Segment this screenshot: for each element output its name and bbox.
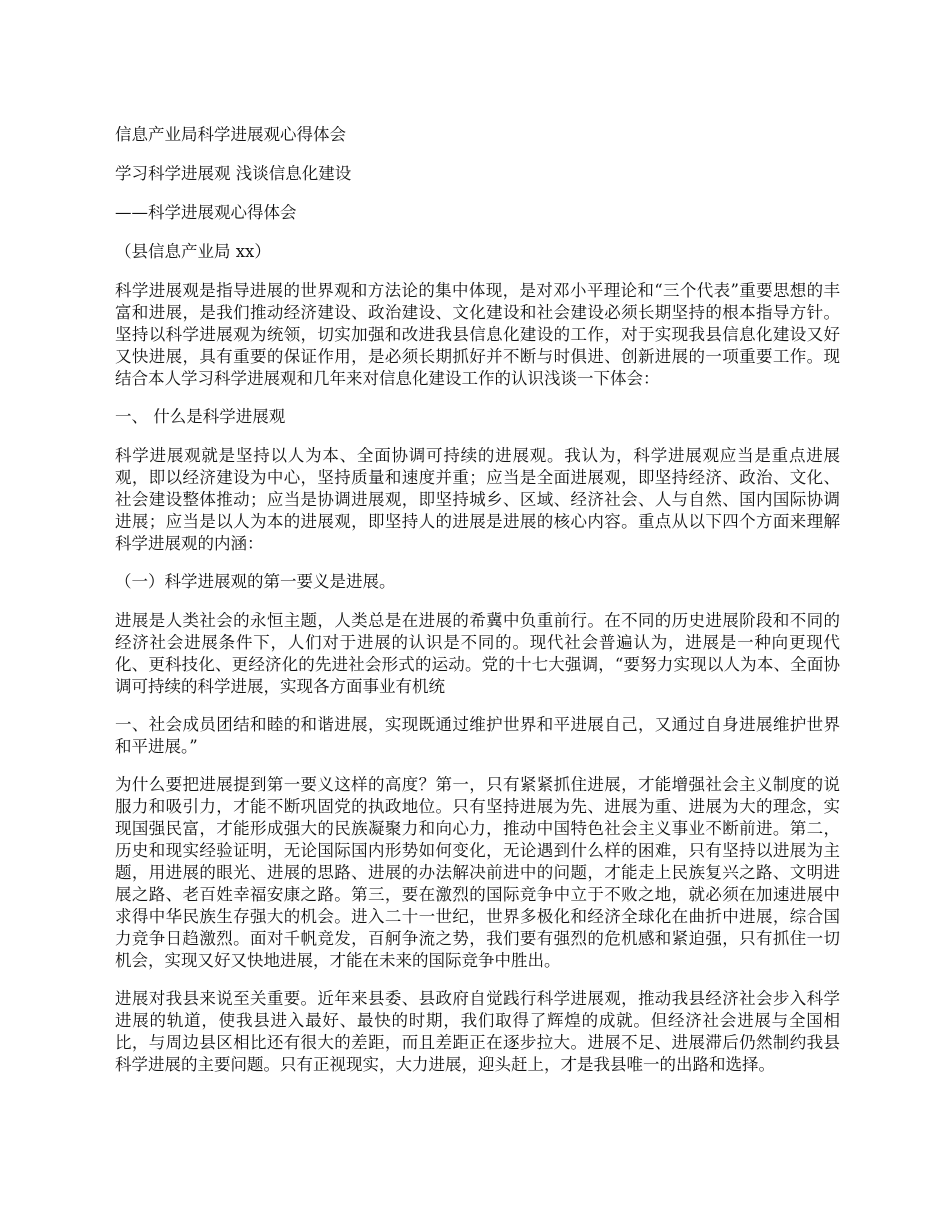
paragraph-development-theme: 进展是人类社会的永恒主题，人类总是在进展的希冀中负重前行。在不同的历史进展阶段和不同的经济社会进展条件下，人们对于进展的认识是不同的。现代社会普遍认为，进展是一种向更现代化、更科技化、更经济化的先进社会形式的运动。党的十七大强调，“要努力实现以人为本、全面协调可持续的科学进展，实现各方面事业有机统 (115, 611, 840, 696)
paragraph-development-continued: 一、社会成员团结和睦的和谐进展，实现既通过维护世界和平进展自己，又通过自身进展维护世界和平进展。” (115, 715, 840, 756)
paragraph-intro: 科学进展观是指导进展的世界观和方法论的集中体现，是对邓小平理论和“三个代表”重要思想的丰富和进展，是我们推动经济建设、政治建设、文化建设和社会建设必须长期坚持的根本指导方针。坚持以科学进展观为统领，切实加强和改进我县信息化建设的工作，对于实现我县信息化建设又好又快进展，具有重要的保证作用，是必须长期抓好并不断与时俱进、创新进展的一项重要工作。现结合本人学习科学进展观和几年来对信息化建设工作的认识浅谈一下体会： (115, 281, 840, 388)
section-heading-1: 一、 什么是科学进展观 (115, 407, 286, 426)
document-subtitle-secondary: ——科学进展观心得体会 (115, 203, 297, 222)
paragraph-definition: 科学进展观就是坚持以人为本、全面协调可持续的进展观。我认为，科学进展观应当是重点进展观，即以经济建设为中心，坚持质量和速度并重；应当是全面进展观，即坚持经济、政治、文化、社会建设整体推动；应当是协调进展观，即坚持城乡、区域、经济社会、人与自然、国内国际协调进展；应当是以人为本的进展观，即坚持人的进展是进展的核心内容。重点从以下四个方面来理解科学进展观的内涵： (115, 446, 840, 553)
document-title: 信息产业局科学进展观心得体会 (115, 125, 346, 144)
subsection-heading-1: （一）科学进展观的第一要义是进展。 (115, 572, 396, 591)
paragraph-county-development: 进展对我县来说至关重要。近年来县委、县政府自觉践行科学进展观，推动我县经济社会步入科学进展的轨道，使我县进入最好、最快的时期，我们取得了辉煌的成就。但经济社会进展与全国相比，与周边县区相比还有很大的差距，而且差距正在逐步拉大。进展不足、进展滞后仍然制约我县科学进展的主要问题。只有正视现实，大力进展，迎头赶上，才是我县唯一的出路和选择。 (115, 989, 840, 1074)
document-page (115, 124, 840, 1092)
document-author: （县信息产业局 xx） (115, 242, 271, 261)
paragraph-why-development: 为什么要把进展提到第一要义这样的高度？第一，只有紧紧抓住进展，才能增强社会主义制度的说服力和吸引力，才能不断巩固党的执政地位。只有坚持进展为先、进展为重、进展为大的理念，实现国强民富，才能形成强大的民族凝聚力和向心力，推动中国特色社会主义事业不断前进。第二，历史和现实经验证明，无论国际国内形势如何变化，无论遇到什么样的困难，只有坚持以进展为主题，用进展的眼光、进展的思路、进展的办法解决前进中的问题，才能走上民族复兴之路、文明进展之路、老百姓幸福安康之路。第三，要在激烈的国际竞争中立于不败之地，就必须在加速进展中求得中华民族生存强大的机会。进入二十一世纪，世界多极化和经济全球化在曲折中进展，综合国力竞争日趋激烈。面对千帆竞发，百舸争流之势，我们要有强烈的危机感和紧迫强，只有抓住一切机会，实现又好又快地进展，才能在未来的国际竞争中胜出。 (115, 775, 840, 970)
document-subtitle: 学习科学进展观 浅谈信息化建设 (115, 164, 352, 183)
